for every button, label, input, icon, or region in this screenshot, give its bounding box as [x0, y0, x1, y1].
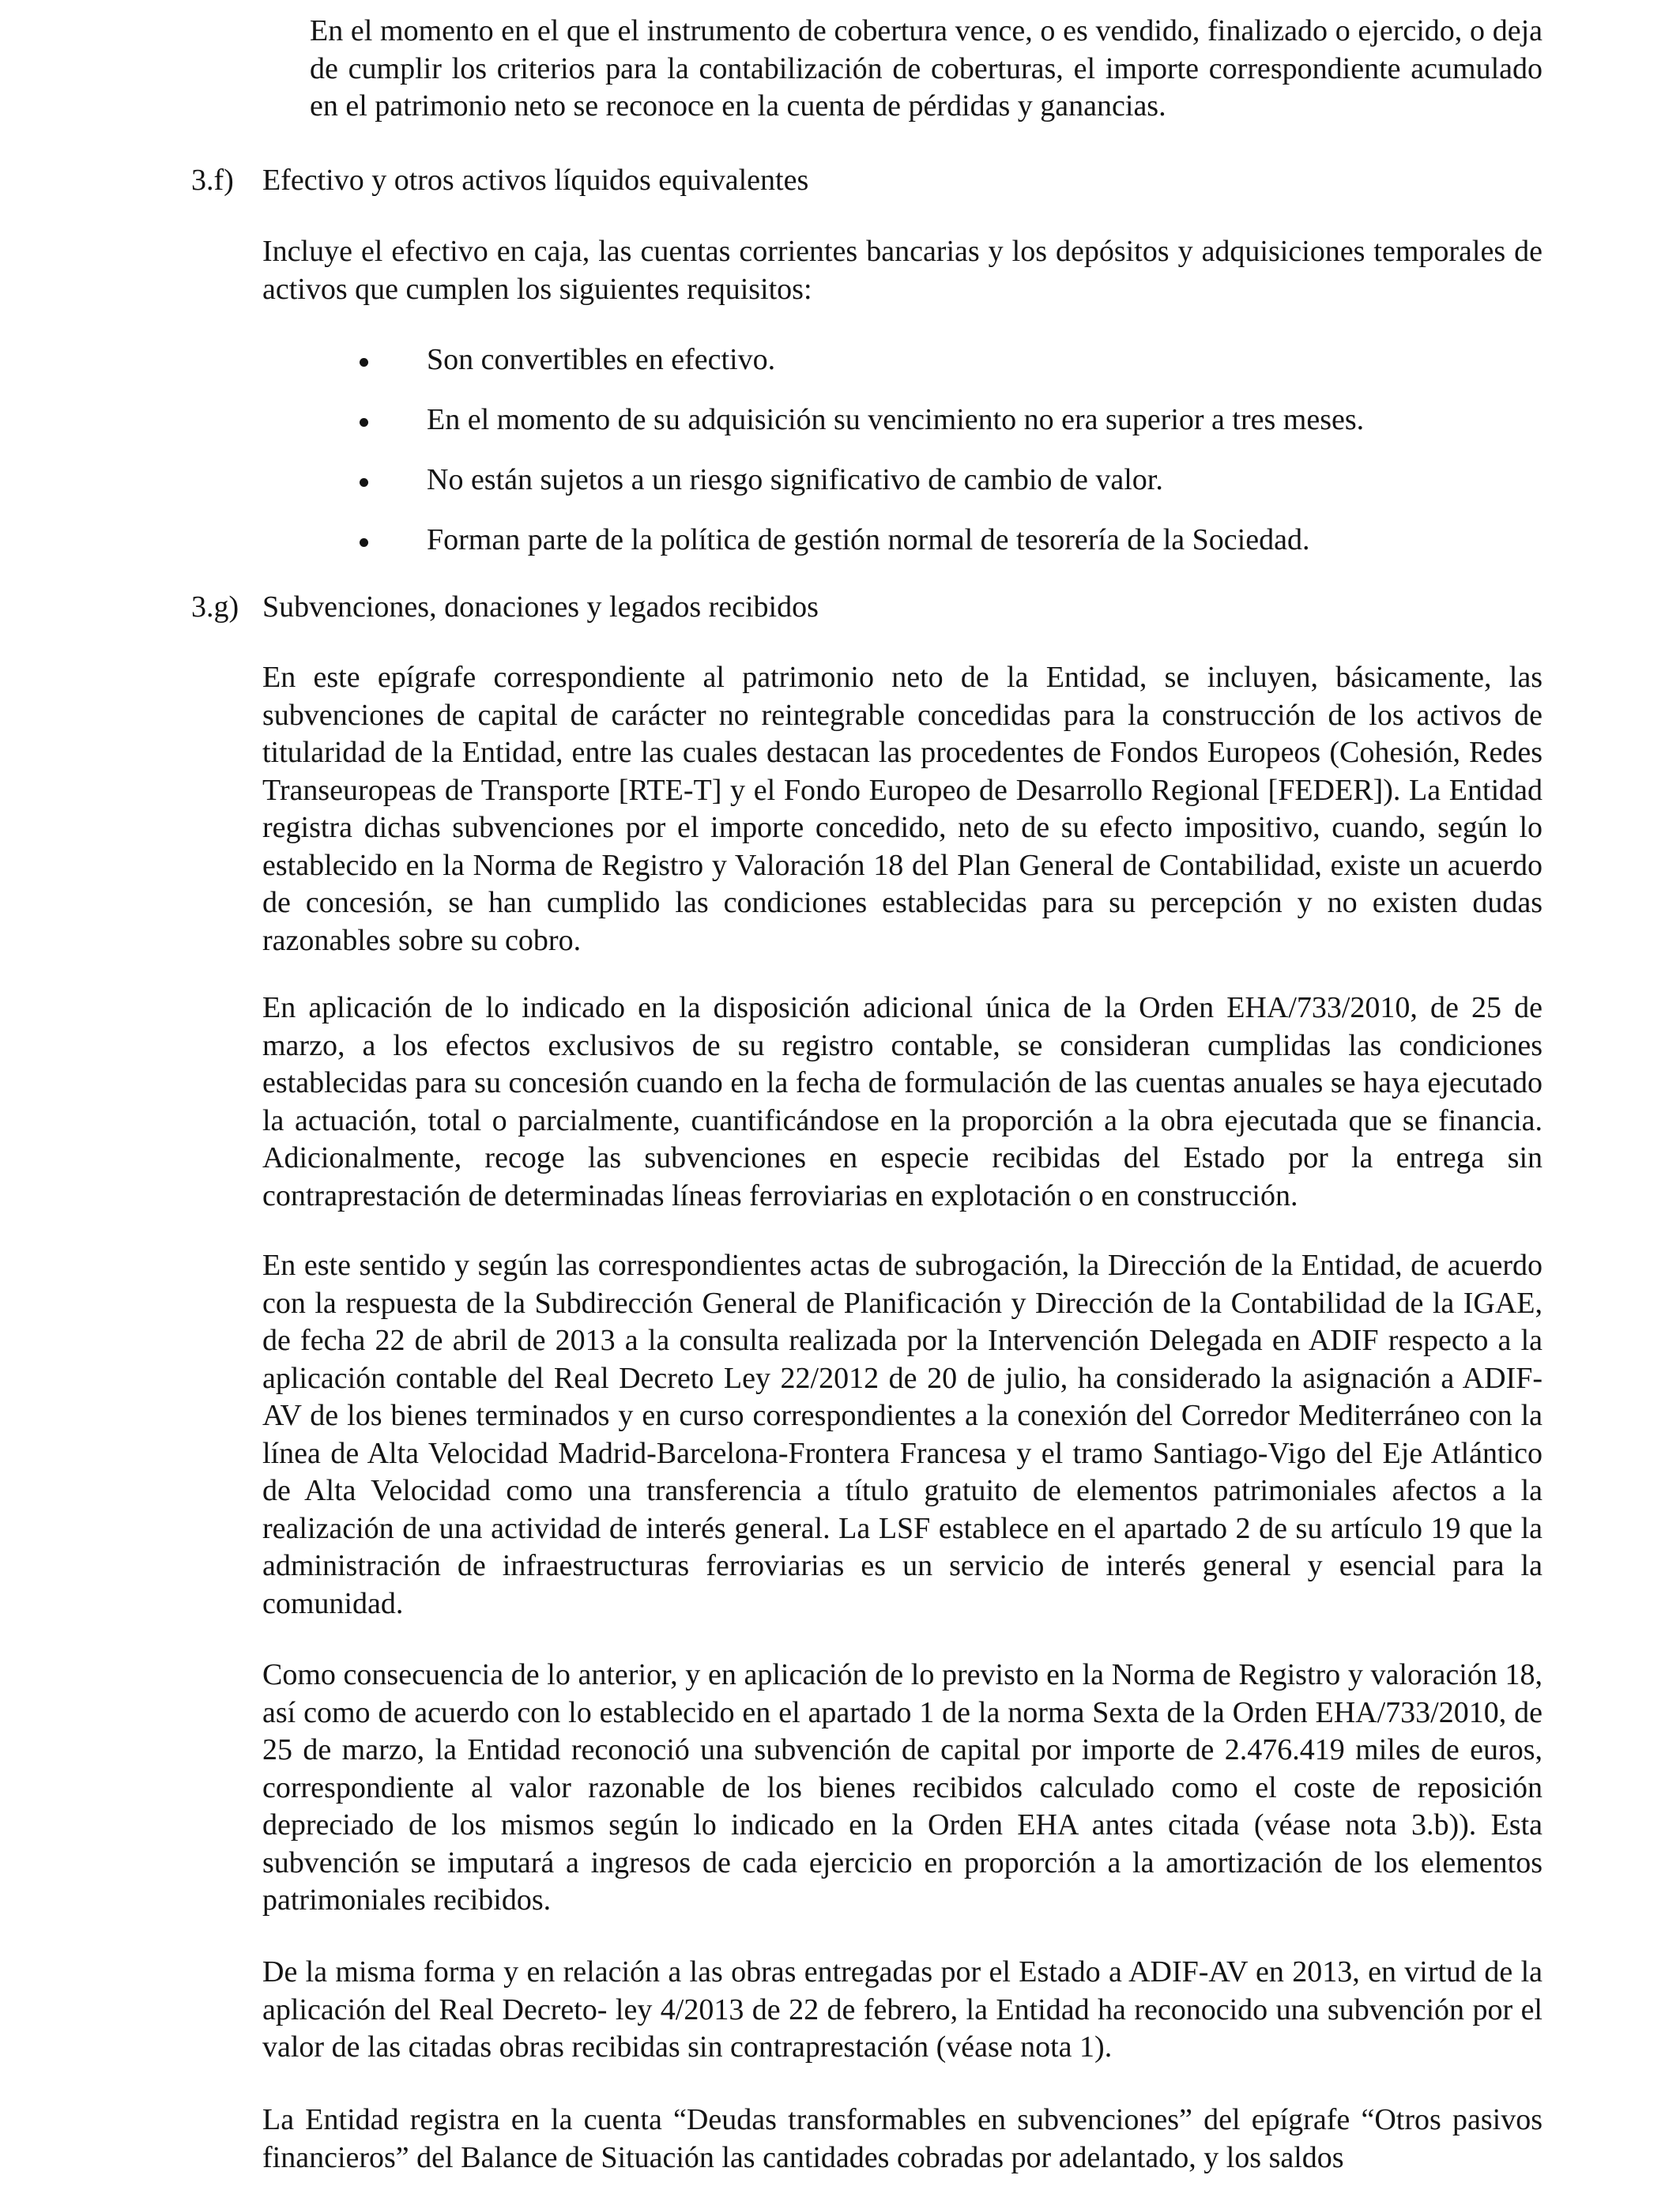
hedge-accounting-paragraph: En el momento en el que el instrumento de cobertura vence, o es vendido, finalizado o ejercido, o deja de cumplir los criterios para la contabilización de coberturas, el importe correspondiente acumulado en el patrimonio neto se reconoce en la cuenta de pérdidas y ganancias. — [310, 14, 1543, 123]
subsidies-paragraph-6: La Entidad registra en la cuenta “Deudas transformables en subvenciones” del epígrafe “Otros pasivos financieros” del Balance de Situación las cantidades cobradas por adelantado, y los saldos — [262, 2103, 1543, 2174]
section-number: 3.f) — [191, 164, 234, 197]
list-item — [363, 462, 1549, 522]
bullet-icon — [360, 418, 368, 427]
list-item-text: En el momento de su adquisición su vencimiento no era superior a tres meses. — [427, 403, 1365, 436]
list-item-text: Forman parte de la política de gestión normal de tesorería de la Sociedad. — [427, 523, 1310, 556]
bullet-icon — [360, 538, 368, 547]
list-item — [363, 401, 1549, 462]
subsidies-paragraph-5: De la misma forma y en relación a las obras entregadas por el Estado a ADIF-AV en 2013, en virtud de la aplicación del Real Decreto- ley 4/2013 de 22 de febrero, la Entidad ha reconocido una subvención por el valor de las citadas obras recibidas sin contraprestación (véase nota 1). — [262, 1955, 1543, 2064]
list-item-text: Son convertibles en efectivo. — [427, 343, 776, 376]
subsidies-paragraph-1: En este epígrafe correspondiente al patrimonio neto de la Entidad, se incluyen, básicamente, las subvenciones de capital de carácter no reintegrable concedidas para la construcción de los activos de titularidad de la Entidad, entre las cuales destacan las procedentes de Fondos Europeos (Cohesión, Redes Transeuropeas de Transporte [RTE-T] y el Fondo Europeo de Desarrollo Regional [FEDER]). La Entidad registra dichas subvenciones por el importe concedido, neto de su efecto impositivo, cuando, según lo establecido en la Norma de Registro y Valoración 18 del Plan General de Contabilidad, existe un acuerdo de concesión, se han cumplido las condiciones establecidas para su percepción y no existen dudas razonables sobre su cobro. — [262, 661, 1543, 957]
subsidies-paragraph-4: Como consecuencia de lo anterior, y en aplicación de lo previsto en la Norma de Registro y valoración 18, así como de acuerdo con lo establecido en el apartado 1 de la norma Sexta de la Orden EHA/733/2010, de 25 de marzo, la Entidad reconoció una subvención de capital por importe de 2.476.419 miles de euros, correspondiente al valor razonable de los bienes recibidos calculado como el coste de reposición depreciado de los mismos según lo indicado en la Orden EHA antes citada (véase nota 3.b)). Esta subvención se imputará a ingresos de cada ejercicio en proporción a la amortización de los elementos patrimoniales recibidos. — [262, 1658, 1543, 1917]
section-title: Efectivo y otros activos líquidos equivalentes — [262, 164, 809, 197]
cash-equivalents-intro: Incluye el efectivo en caja, las cuentas corrientes bancarias y los depósitos y adquisiciones temporales de activos que cumplen los siguientes requisitos: — [262, 235, 1543, 306]
list-item — [363, 341, 1549, 401]
list-item-text: No están sujetos a un riesgo significativo de cambio de valor. — [427, 463, 1163, 496]
subsidies-paragraph-2: En aplicación de lo indicado en la disposición adicional única de la Orden EHA/733/2010, de 25 de marzo, a los efectos exclusivos de su registro contable, se consideran cumplidas las condiciones establecidas para su concesión cuando en la fecha de formulación de las cuentas anuales se haya ejecutado la actuación, total o parcialmente, cuantificándose en la proporción a la obra ejecutada que se financia. Adicionalmente, recoge las subvenciones en especie recibidas del Estado por la entrega sin contraprestación de determinadas líneas ferroviarias en explotación o en construcción. — [262, 991, 1543, 1212]
section-title: Subvenciones, donaciones y legados recibidos — [262, 590, 819, 624]
section-number: 3.g) — [191, 590, 239, 624]
list-item — [363, 522, 1549, 582]
bullet-icon — [360, 358, 368, 367]
bullet-icon — [360, 478, 368, 487]
subsidies-paragraph-3: En este sentido y según las correspondientes actas de subrogación, la Dirección de la Entidad, de acuerdo con la respuesta de la Subdirección General de Planificación y Dirección de la Contabilidad de la IGAE, de fecha 22 de abril de 2013 a la consulta realizada por la Intervención Delegada en ADIF respecto a la aplicación contable del Real Decreto Ley 22/2012 de 20 de julio, ha considerado la asignación a ADIF-AV de los bienes terminados y en curso correspondientes a la conexión del Corredor Mediterráneo con la línea de Alta Velocidad Madrid-Barcelona-Frontera Francesa y el tramo Santiago-Vigo del Eje Atlántico de Alta Velocidad como una transferencia a título gratuito de elementos patrimoniales afectos a la realización de una actividad de interés general. La LSF establece en el apartado 2 de su artículo 19 que la administración de infraestructuras ferroviarias es un servicio de interés general y esencial para la comunidad. — [262, 1249, 1543, 1620]
requirements-list — [363, 341, 1549, 582]
